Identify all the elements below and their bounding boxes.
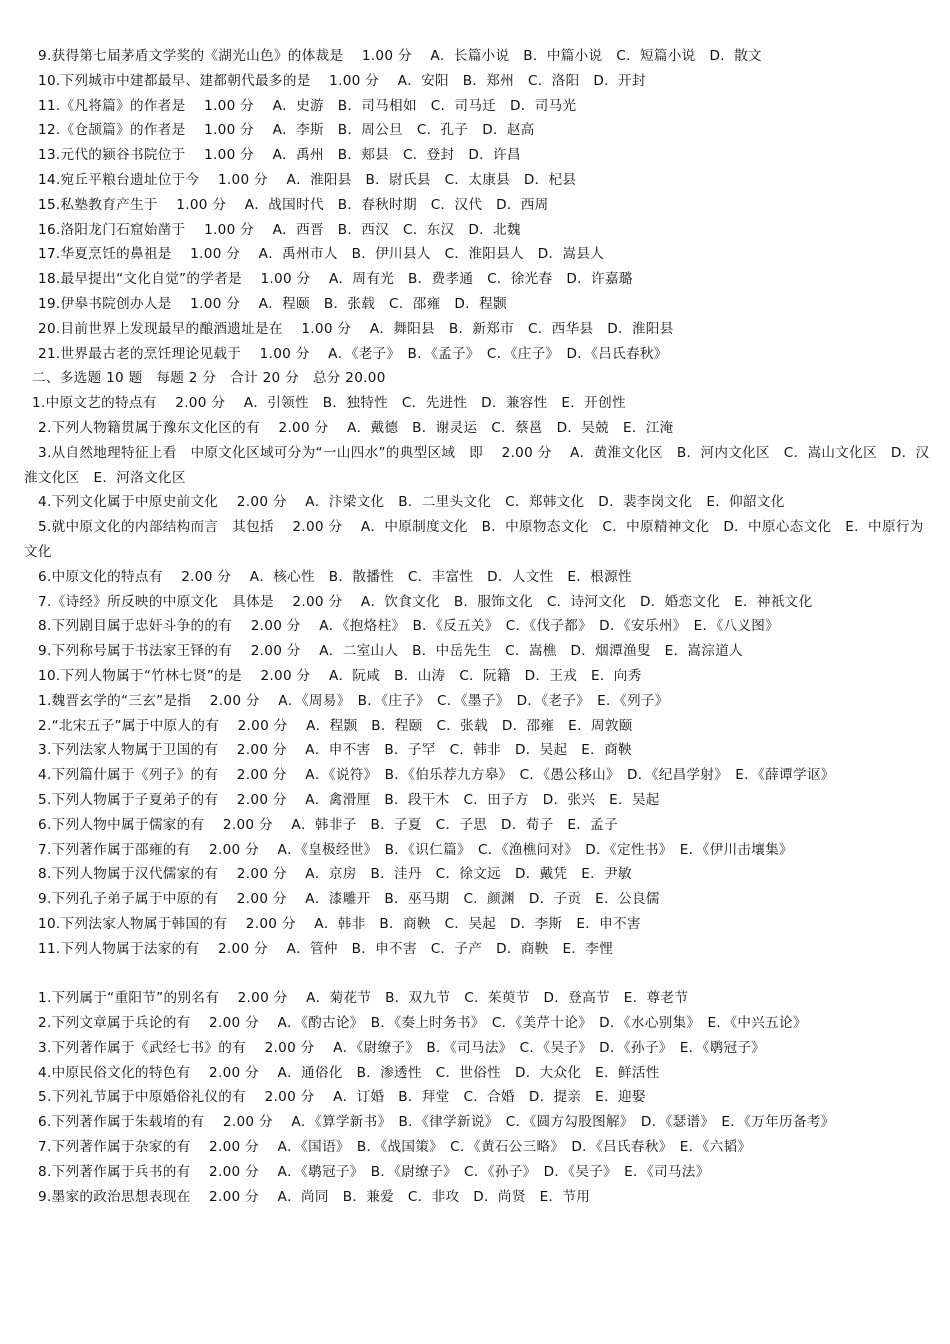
question-line: 12.《仓颉篇》的作者是 1.00 分 A．李斯 B．周公旦 C．孔子 D．赵高 [38, 122, 535, 139]
question-line: 10.下列城市中建都最早、建都朝代最多的是 1.00 分 A．安阳 B．郑州 C．洛阳 D．开封 [38, 72, 646, 89]
question-line: 2.下列人物籍贯属于豫东文化区的有 2.00 分 A．戴德 B．谢灵运 C．蔡邕 D．吴兢 E．江淹 [38, 419, 674, 436]
question-line: 7.《诗经》所反映的中原文化 具体是 2.00 分 A．饮食文化 B．服饰文化 C．诗河文化 D．婚恋文化 E．神祇文化 [38, 593, 813, 610]
question-line: 9.下列孔子弟子属于中原的有 2.00 分 A．漆雕开 B．巫马期 C．颜渊 D．子贡 E．公良儒 [38, 891, 660, 908]
question-line: 4.中原民俗文化的特色有 2.00 分 A．通俗化 B．渗透性 C．世俗性 D．大众化 E．鲜活性 [38, 1064, 660, 1081]
question-line: 11.下列人物属于法家的有 2.00 分 A．管仲 B．申不害 C．子产 D．商鞅 E．李悝 [38, 940, 614, 957]
question-line: 13.元代的颍谷书院位于 1.00 分 A．禹州 B．郏县 C．登封 D．许昌 [38, 147, 521, 164]
question-line: 14.宛丘平粮台遗址位于今 1.00 分 A．淮阳县 B．尉氏县 C．太康县 D．杞县 [38, 171, 577, 188]
question-line: 20.目前世界上发现最早的酿酒遗址是在 1.00 分 A．舞阳县 B．新郑市 C．西华县 D．淮阳县 [38, 320, 674, 337]
question-line: 5.就中原文化的内部结构而言 其包括 2.00 分 A．中原制度文化 B．中原物态文化 C．中原精神文化 D．中原心态文化 E．中原行为文化 [24, 519, 924, 560]
question-line: 9.墨家的政治思想表现在 2.00 分 A．尚同 B．兼爱 C．非攻 D．尚贤 E．节用 [38, 1188, 591, 1205]
question-line: 6.中原文化的特点有 2.00 分 A．核心性 B．散播性 C．丰富性 D．人文性 E．根源性 [38, 568, 632, 585]
question-line: 6.下列人物中属于儒家的有 2.00 分 A．韩非子 B．子夏 C．子思 D．荀子 E．孟子 [38, 816, 618, 833]
question-line: 8.下列人物属于汉代儒家的有 2.00 分 A．京房 B．洼丹 C．徐文远 D．戴凭 E．尹敏 [38, 866, 632, 883]
question-line: 4.下列篇什属于《列子》的有 2.00 分 A．《说符》 B．《伯乐荐九方皋》 C．《愚公移山》 D．《纪昌学射》 E．《薛谭学讴》 [38, 767, 835, 784]
question-line: 8.下列剧目属于忠奸斗争的的有 2.00 分 A．《抱烙柱》 B．《反五关》 C．《伐子都》 D．《安乐州》 E．《八义图》 [38, 618, 780, 635]
question-line: 15.私塾教育产生于 1.00 分 A．战国时代 B．春秋时期 C．汉代 D．西周 [38, 196, 549, 213]
question-line: 6.下列著作属于朱载堉的有 2.00 分 A．《算学新书》 B．《律学新说》 C．《圆方勾股图解》 D．《瑟谱》 E．《万年历备考》 [38, 1114, 835, 1131]
question-list [24, 44, 930, 1209]
question-line: 16.洛阳龙门石窟始凿于 1.00 分 A．西晋 B．西汉 C．东汉 D．北魏 [38, 221, 521, 238]
question-line: 4.下列文化属于中原史前文化 2.00 分 A．汴梁文化 B．二里头文化 C．郑韩文化 D．裴李岗文化 E．仰韶文化 [38, 494, 785, 511]
question-line: 1.中原文艺的特点有 2.00 分 A．引领性 B．独特性 C．先进性 D．兼容性 E．开创性 [32, 395, 626, 412]
question-line: 8.下列著作属于兵书的有 2.00 分 A．《鹖冠子》 B．《尉缭子》 C．《孙子》 D．《吴子》 E．《司马法》 [38, 1163, 710, 1180]
section-heading: 二、多选题 10 题 每题 2 分 合计 20 分 总分 20.00 [32, 370, 386, 387]
question-line: 19.伊皋书院创办人是 1.00 分 A．程颐 B．张载 C．邵雍 D．程颢 [38, 295, 507, 312]
question-line: 9.下列称号属于书法家王铎的有 2.00 分 A．二室山人 B．中岳先生 C．嵩樵 D．烟潭渔叟 E．嵩淙道人 [38, 643, 744, 660]
question-line: 5.下列人物属于子夏弟子的有 2.00 分 A．禽滑厘 B．段干木 C．田子方 D．张兴 E．吴起 [38, 791, 660, 808]
question-line: 17.华夏烹饪的鼻祖是 1.00 分 A．禹州市人 B．伊川县人 C．淮阳县人 D．嵩县人 [38, 246, 605, 263]
question-line: 2.下列文章属于兵论的有 2.00 分 A．《酌古论》 B．《奏上时务书》 C．《美芹十论》 D．《水心别集》 E．《中兴五论》 [38, 1015, 807, 1032]
question-line: 3.从自然地理特征上看 中原文化区域可分为“一山四水”的典型区域 即 2.00 分 A．黄淮文化区 B．河内文化区 C．嵩山文化区 D．汉淮文化区 E．河洛文化区 [24, 444, 930, 486]
question-line: 10.下列人物属于“竹林七贤”的是 2.00 分 A．阮咸 B．山涛 C．阮籍 D．王戎 E．向秀 [38, 667, 642, 684]
question-line: 10.下列法家人物属于韩国的有 2.00 分 A．韩非 B．商鞅 C．吴起 D．李斯 E．申不害 [38, 915, 641, 932]
question-line: 1.下列属于“重阳节”的别名有 2.00 分 A．菊花节 B．双九节 C．茱萸节 D．登高节 E．尊老节 [38, 990, 689, 1007]
question-line: 5.下列礼节属于中原婚俗礼仪的有 2.00 分 A．订婚 B．拜堂 C．合婚 D．提亲 E．迎娶 [38, 1089, 646, 1106]
question-line: 1.魏晋玄学的“三玄”是指 2.00 分 A．《周易》 B．《庄子》 C．《墨子》 D．《老子》 E．《列子》 [38, 692, 669, 709]
question-line: 3.下列著作属于《武经七书》的有 2.00 分 A．《尉缭子》 B．《司马法》 C．《吴子》 D．《孙子》 E．《鹖冠子》 [38, 1039, 766, 1056]
question-line: 18.最早提出“文化自觉”的学者是 1.00 分 A．周有光 B．费孝通 C．徐光春 D．许嘉璐 [38, 271, 633, 288]
question-line: 11.《凡将篇》的作者是 1.00 分 A．史游 B．司马相如 C．司马迁 D．司马光 [38, 97, 577, 114]
question-line: 7.下列著作属于邵雍的有 2.00 分 A．《皇极经世》 B．《识仁篇》 C．《渔樵问对》 D．《定性书》 E．《伊川击壤集》 [38, 841, 793, 858]
question-line: 2.“北宋五子”属于中原人的有 2.00 分 A．程颢 B．程颐 C．张载 D．邵雍 E．周敦颐 [38, 717, 633, 734]
question-line: 3.下列法家人物属于卫国的有 2.00 分 A．申不害 B．子罕 C．韩非 D．吴起 E．商鞅 [38, 742, 632, 759]
question-line: 9.获得第七届茅盾文学奖的《湖光山色》的体裁是 1.00 分 A．长篇小说 B．中篇小说 C．短篇小说 D．散文 [38, 48, 762, 64]
question-line: 21.世界最古老的烹饪理论见载于 1.00 分 A．《老子》 B．《孟子》 C．《庄子》 D．《吕氏春秋》 [38, 345, 668, 362]
question-line: 7.下列著作属于杂家的有 2.00 分 A．《国语》 B．《战国策》 C．《黄石公三略》 D．《吕氏春秋》 E．《六韬》 [38, 1139, 752, 1156]
blank-line [24, 961, 930, 986]
